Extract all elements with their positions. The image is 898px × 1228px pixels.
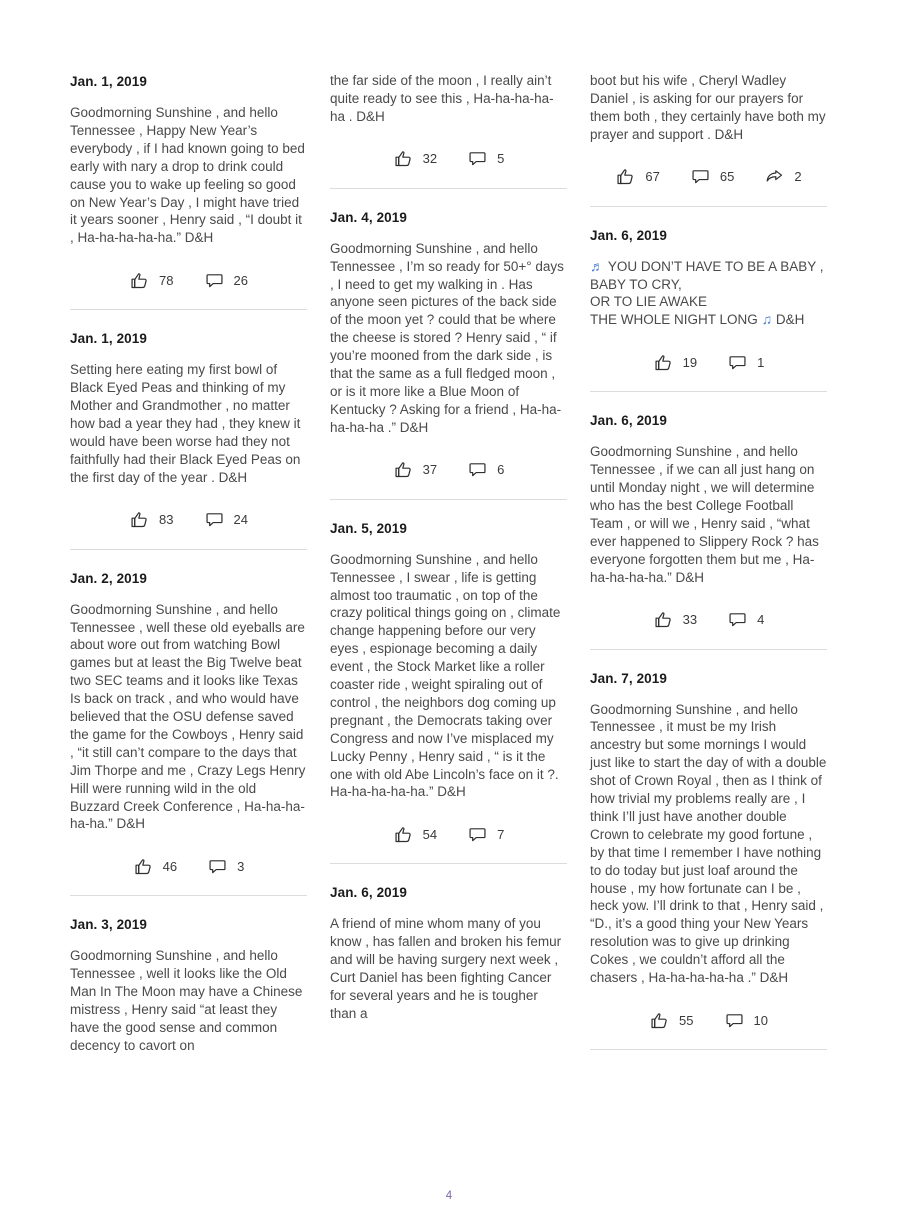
comments-stat — [467, 459, 504, 480]
comments-stat — [467, 148, 504, 169]
post-column — [70, 72, 307, 1071]
likes-stat — [393, 148, 437, 169]
engagement-row — [330, 147, 567, 171]
engagement-row — [590, 350, 827, 374]
post-text: Goodmorning Sunshine , and hello Tennessee , if we can all just hang on until Monday night , we will determine who has the best College Football Team , or will we , Henry said , “what ever happened to Slippery Rock ? has everyone forgotten them but me , Ha-ha-ha-ha-ha.” D&H — [590, 444, 819, 585]
post-column — [590, 72, 827, 1071]
shares-count: 2 — [794, 169, 802, 185]
comments-stat — [204, 270, 248, 291]
post-date: Jan. 4, 2019 — [330, 209, 408, 225]
likes-count: 33 — [682, 612, 698, 627]
comments-count: 5 — [497, 151, 505, 167]
post-divider — [590, 206, 827, 207]
comments-stat — [727, 609, 764, 630]
likes-stat — [653, 609, 697, 630]
likes-count: 54 — [422, 826, 438, 842]
likes-count: 19 — [682, 354, 698, 370]
post-date: Jan. 1, 2019 — [70, 331, 148, 347]
thumbs-up-icon — [129, 270, 150, 291]
thumbs-up-icon — [129, 509, 150, 530]
post-divider — [70, 895, 307, 896]
post-text: Goodmorning Sunshine , and hello Tennessee , well these old eyeballs are about wore out from watching Bowl games but at least the Big Twelve beat two SEC teams and it looks like Texas Is back on track , and who would have believed that the OSU defense saved the game for the Cowboys , Henry said , “it still can’t compare to the days that Jim Thorpe and me , Crazy Legs Henry Hill were running wild in the old Buzzard Creek Conference , Ha-ha-ha-ha-ha.” D&H — [70, 601, 306, 832]
comment-bubble-icon — [724, 1010, 745, 1031]
comments-count: 7 — [497, 826, 505, 842]
comments-count: 65 — [719, 169, 735, 185]
post-lyrics: ♬ YOU DON’T HAVE TO BE A BABY , BABY TO CRY, OR TO LIE AWAKE THE WHOLE NIGHT LONG ♫ D&H — [590, 257, 824, 328]
post-text: Goodmorning Sunshine , and hello Tennessee , it must be my Irish ancestry but some mornings I would just like to start the day of with a double shot of Crown Royal , then as I think of how trivial my problems really are , I think I’ll just have another double Crown to celebrate my good fortune , by that time I remember I have nothing to do today but just loaf around the house , my how fortunate can I be , heck yow. I’ll drink to that , Henry said , “D., it’s a good thing your New Years resolution was to give up drinking Cokes , we couldn’t afford all the chasers , Ha-ha-ha-ha-ha .” D&H — [590, 701, 827, 986]
post-column — [330, 72, 567, 1071]
post-divider — [330, 188, 567, 189]
likes-stat — [133, 856, 177, 877]
comments-stat — [467, 824, 504, 845]
thumbs-up-icon — [653, 609, 674, 630]
thumbs-up-icon — [615, 166, 636, 187]
post-date: Jan. 5, 2019 — [330, 520, 408, 536]
comments-count: 1 — [757, 354, 765, 370]
likes-stat — [129, 509, 173, 530]
thumbs-up-icon — [393, 824, 414, 845]
likes-count: 83 — [159, 512, 174, 528]
likes-stat — [393, 824, 437, 845]
post-divider — [590, 391, 827, 392]
post-text: Goodmorning Sunshine , and hello Tennessee , I swear , life is getting almost too traumatic , on top of the crazy political things going on , climate change happening before our very eyes , espionage becoming a daily event , the Stock Market like a roller coaster ride , weight spiraling out of control , the neighbors dog coming up pregnant , the Democrats taking over Congress and now I’ve misplaced my Lucky Penny , Henry said , “ is it the one with old Abe Lincoln’s face on it ?. Ha-ha-ha-ha-ha.” D&H — [330, 551, 561, 800]
comment-bubble-icon — [467, 459, 488, 480]
likes-stat — [615, 166, 659, 187]
likes-count: 55 — [679, 1012, 694, 1028]
post-text: boot but his wife , Cheryl Wadley Daniel , is asking for our prayers for them both , they certainly have both my prayer and support . D&H — [590, 73, 826, 142]
engagement-row — [70, 268, 307, 292]
post-date: Jan. 7, 2019 — [590, 670, 668, 686]
post-text: Setting here eating my first bowl of Black Eyed Peas and thinking of my Mother and Grandmother , no matter how bad a year they had , they knew it would have been worse had they not faithfully had their Black Eyed Peas on the first day of the year . D&H — [70, 362, 301, 485]
thumbs-up-icon — [133, 856, 154, 877]
post-divider — [590, 1049, 827, 1050]
comment-bubble-icon — [467, 148, 488, 169]
thumbs-up-icon — [393, 459, 414, 480]
post-text: the far side of the moon , I really ain’t quite ready to see this , Ha-ha-ha-ha-ha . D&H — [330, 73, 554, 124]
engagement-row — [330, 458, 567, 482]
shares-stat — [764, 166, 801, 187]
post-date: Jan. 6, 2019 — [590, 227, 668, 243]
comments-count: 24 — [233, 512, 248, 528]
comment-bubble-icon — [727, 609, 748, 630]
post-text: Goodmorning Sunshine , and hello Tennessee , well it looks like the Old Man In The Moon may have a Chinese mistress , Henry said “at least they have the good sense and common decency to cavort on — [70, 948, 303, 1053]
comment-bubble-icon — [467, 824, 488, 845]
comment-bubble-icon — [727, 352, 748, 373]
thumbs-up-icon — [649, 1010, 670, 1031]
post-text: Goodmorning Sunshine , and hello Tennessee , Happy New Year’s everybody , if I had known going to bed early with nary a drop to drink could cause you to wake up feeling so good on New Year’s Day , I might have tried it years sooner , Henry said , “I doubt it , Ha-ha-ha-ha-ha.” D&H — [70, 105, 305, 246]
comments-count: 3 — [237, 858, 245, 874]
likes-stat — [653, 352, 697, 373]
likes-count: 46 — [162, 858, 178, 874]
music-note-icon: ♫ — [757, 311, 773, 328]
post-text: A friend of mine whom many of you know , has fallen and broken his femur and will be having surgery next week , Curt Daniel has been fighting Cancer for several years and he is tougher than a — [330, 916, 562, 1021]
engagement-row — [70, 854, 307, 878]
post-divider — [330, 863, 567, 864]
engagement-row — [330, 822, 567, 846]
post-date: Jan. 3, 2019 — [70, 917, 148, 933]
comments-stat — [690, 166, 734, 187]
post-divider — [330, 499, 567, 500]
thumbs-up-icon — [653, 352, 674, 373]
comment-bubble-icon — [204, 270, 225, 291]
comment-bubble-icon — [207, 856, 228, 877]
comments-count: 26 — [233, 272, 248, 288]
engagement-row — [590, 165, 827, 189]
likes-stat — [649, 1010, 693, 1031]
comment-bubble-icon — [204, 509, 225, 530]
comments-count: 10 — [753, 1012, 768, 1028]
music-note-icon: ♬ — [590, 257, 608, 274]
engagement-row — [590, 608, 827, 632]
post-divider — [590, 649, 827, 650]
engagement-row — [70, 508, 307, 532]
comments-count: 6 — [497, 462, 505, 478]
post-text: Goodmorning Sunshine , and hello Tennessee , I’m so ready for 50+° days , I need to get my walking in . Has anyone seen pictures of the back side of the moon yet ? could that be where the cheese is stored ? Henry said , “ if you’re mooned from the dark side , is that the same as a full fledged moon , or is it more like a Blue Moon of Kentucky ? Asking for a friend , Ha-ha-ha-ha-ha .” D&H — [330, 240, 564, 435]
engagement-row — [590, 1008, 827, 1032]
post-columns — [70, 72, 828, 1071]
post-date: Jan. 6, 2019 — [590, 413, 668, 429]
post-date: Jan. 1, 2019 — [70, 74, 148, 89]
likes-count: 32 — [422, 151, 438, 167]
comments-stat — [727, 352, 764, 373]
post-divider — [70, 549, 307, 550]
page-number: 4 — [445, 1190, 453, 1202]
post-divider — [70, 309, 307, 310]
comment-bubble-icon — [690, 166, 711, 187]
likes-stat — [393, 459, 437, 480]
likes-count: 78 — [159, 272, 174, 288]
comments-stat — [724, 1010, 768, 1031]
thumbs-up-icon — [393, 148, 414, 169]
post-date: Jan. 6, 2019 — [330, 885, 408, 901]
likes-stat — [129, 270, 173, 291]
share-arrow-icon — [764, 166, 785, 187]
comments-stat — [207, 856, 244, 877]
comments-stat — [204, 509, 248, 530]
comments-count: 4 — [757, 612, 765, 627]
likes-count: 37 — [422, 462, 438, 478]
post-date: Jan. 2, 2019 — [70, 570, 148, 586]
likes-count: 67 — [645, 169, 660, 185]
